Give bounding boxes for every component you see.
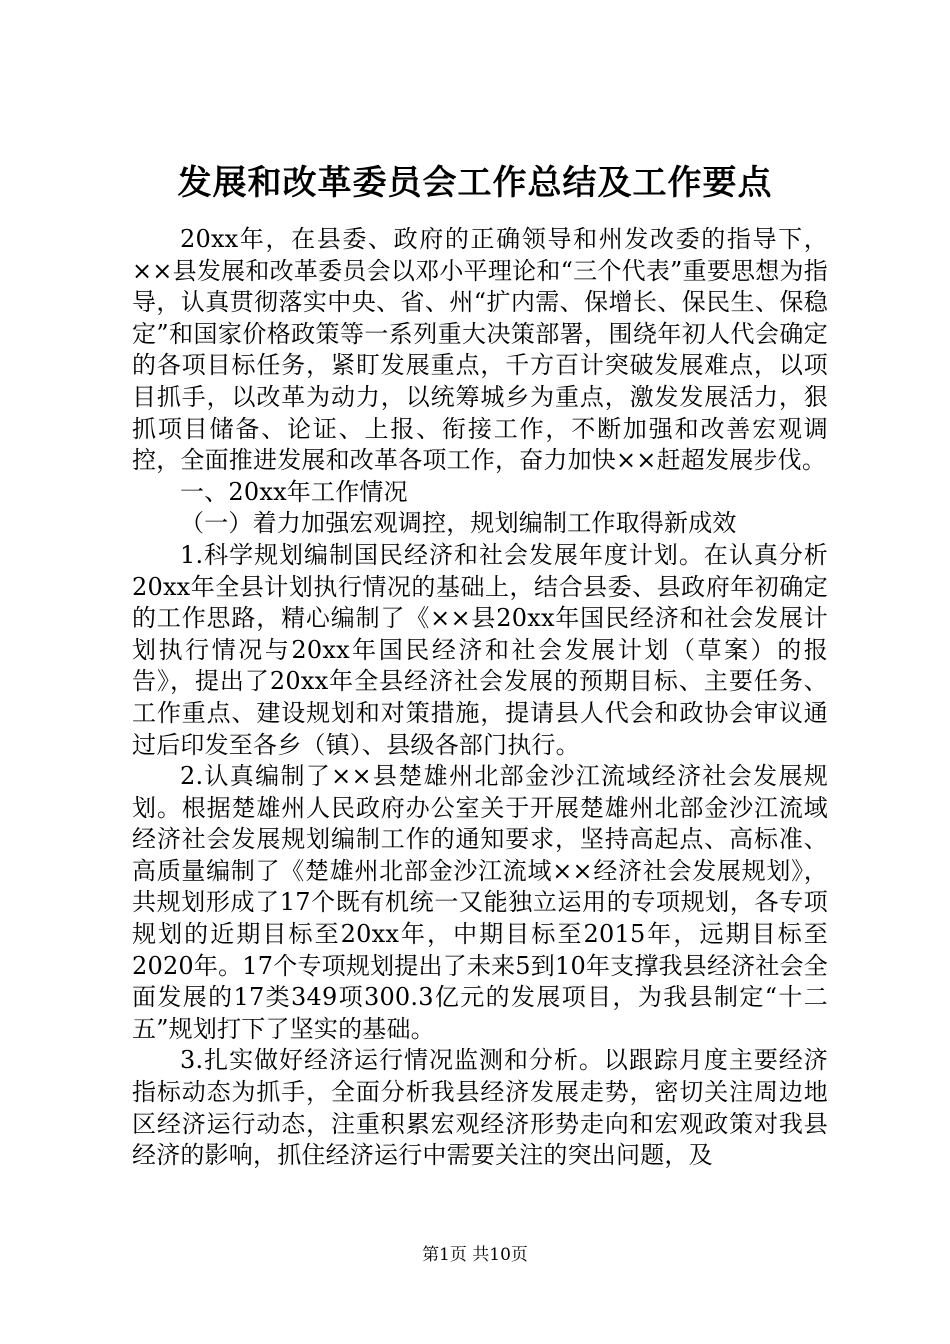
document-title: 发展和改革委员会工作总结及工作要点 (177, 163, 773, 203)
page-number-footer: 第1页 共10页 (422, 1245, 528, 1265)
subsection-heading-1: （一）着力加强宏观调控，规划编制工作取得新成效 (180, 509, 737, 538)
paragraph-item-2: 2.认真编制了××县楚雄州北部金沙江流域经济社会发展规划。根据楚雄州人民政府办公室关于开展楚雄州北部金沙江流域经济社会发展规划编制工作的通知要求，坚持高起点、高标准、高质量编制了《楚雄州北部金沙江流域××经济社会发展规划》，共规划形成了17个既有机统一又能独立运用的专项规划，各专项规划的近期目标至20xx年，中期目标至2015年，远期目标至2020年。17个专项规划提出了未来5到10年支撑我县经济社会全面发展的17类349项300.3亿元的发展项目，为我县制定“十二五”规划打下了坚实的基础。 (132, 762, 828, 1043)
paragraph-item-1: 1.科学规划编制国民经济和社会发展年度计划。在认真分析20xx年全县计划执行情况的基础上，结合县委、县政府年初确定的工作思路，精心编制了《××县20xx年国民经济和社会发展计划执行情况与20xx年国民经济和社会发展计划（草案）的报告》，提出了20xx年全县经济社会发展的预期目标、主要任务、工作重点、建设规划和对策措施，提请县人代会和政协会审议通过后印发至各乡（镇）、县级各部门执行。 (132, 540, 828, 759)
paragraph-item-3: 3.扎实做好经济运行情况监测和分析。以跟踪月度主要经济指标动态为抓手，全面分析我县经济发展走势，密切关注周边地区经济运行动态，注重积累宏观经济形势走向和宏观政策对我县经济的影响，抓住经济运行中需要关注的突出问题，及 (132, 1046, 828, 1170)
section-heading-1: 一、20xx年工作情况 (180, 477, 408, 506)
document-body (132, 224, 828, 1172)
paragraph-intro: 20xx年，在县委、政府的正确领导和州发改委的指导下，××县发展和改革委员会以邓小平理论和“三个代表”重要思想为指导，认真贯彻落实中央、省、州“扩内需、保增长、保民生、保稳定”和国家价格政策等一系列重大决策部署，围绕年初人代会确定的各项目标任务，紧盯发展重点，千方百计突破发展难点，以项目抓手，以改革为动力，以统筹城乡为重点，激发发展活力，狠抓项目储备、论证、上报、衔接工作，不断加强和改善宏观调控，全面推进发展和改革各项工作，奋力加快××赶超发展步伐。 (132, 225, 828, 475)
